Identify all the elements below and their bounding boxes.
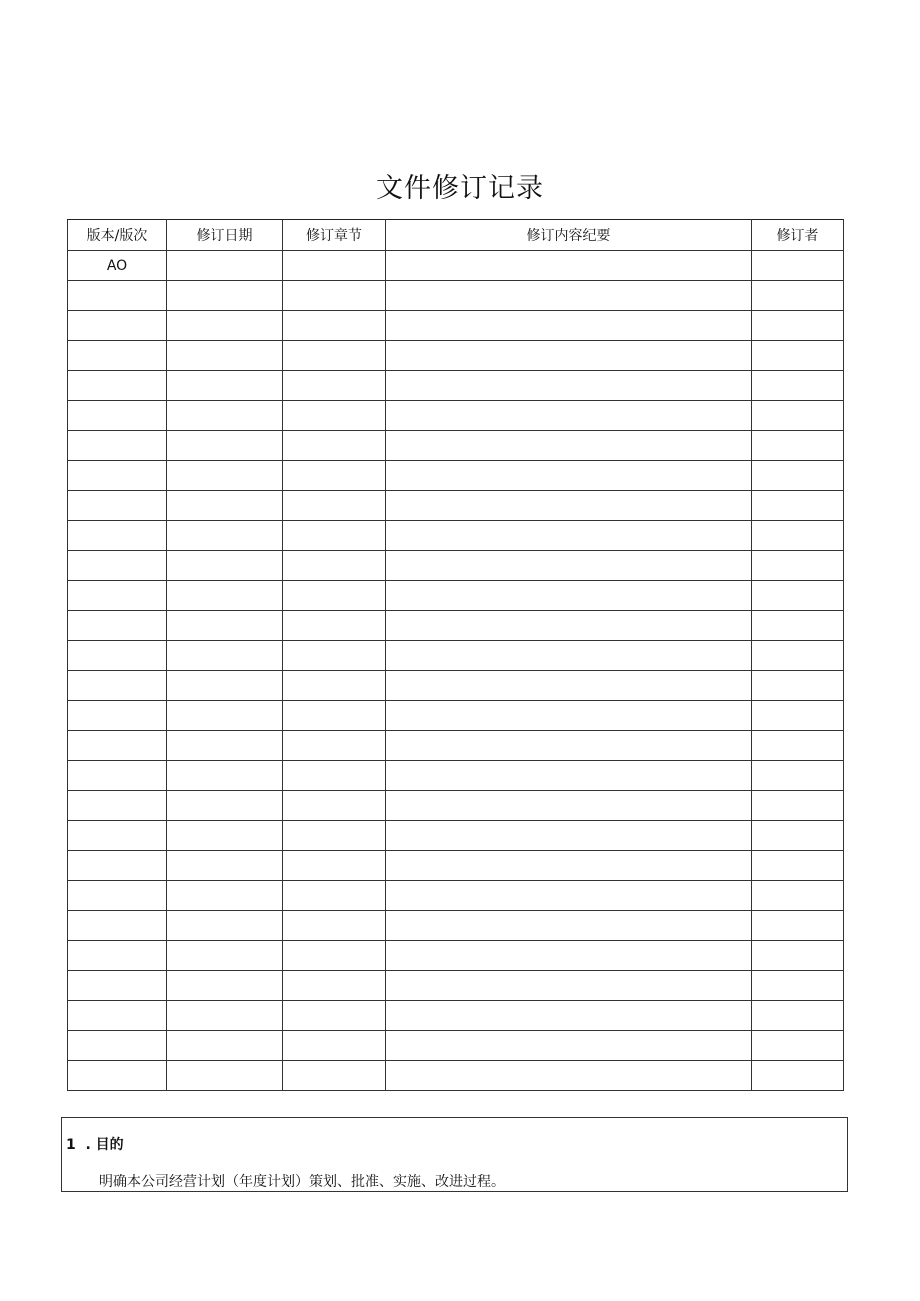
summary-cell [386, 971, 752, 1001]
section-cell [283, 341, 386, 371]
date-cell [167, 611, 283, 641]
section-cell [283, 881, 386, 911]
column-header-section: 修订章节 [283, 220, 386, 251]
summary-cell [386, 491, 752, 521]
reviser-cell [752, 251, 844, 281]
section-cell [283, 431, 386, 461]
date-cell [167, 491, 283, 521]
version-cell [68, 701, 167, 731]
summary-cell [386, 851, 752, 881]
section-cell [283, 1031, 386, 1061]
section-cell [283, 461, 386, 491]
section-cell [283, 641, 386, 671]
version-cell [68, 1001, 167, 1031]
table-row [68, 1031, 844, 1061]
version-cell [68, 791, 167, 821]
date-cell [167, 671, 283, 701]
table-row [68, 1061, 844, 1091]
section-cell [283, 551, 386, 581]
summary-cell [386, 911, 752, 941]
summary-cell [386, 671, 752, 701]
version-cell [68, 281, 167, 311]
version-cell [68, 371, 167, 401]
summary-cell [386, 731, 752, 761]
table-row [68, 401, 844, 431]
summary-cell [386, 581, 752, 611]
table-row [68, 431, 844, 461]
date-cell [167, 281, 283, 311]
revision-table [67, 219, 844, 1091]
version-cell [68, 671, 167, 701]
section-cell [283, 971, 386, 1001]
reviser-cell [752, 881, 844, 911]
table-row [68, 1001, 844, 1031]
reviser-cell [752, 911, 844, 941]
version-cell [68, 911, 167, 941]
table-row [68, 341, 844, 371]
date-cell [167, 401, 283, 431]
date-cell [167, 881, 283, 911]
section-cell [283, 1001, 386, 1031]
table-row [68, 641, 844, 671]
date-cell [167, 371, 283, 401]
table-row [68, 611, 844, 641]
version-cell [68, 491, 167, 521]
page-title: 文件修订记录 [376, 173, 544, 204]
date-cell [167, 461, 283, 491]
reviser-cell [752, 1001, 844, 1031]
summary-cell [386, 341, 752, 371]
reviser-cell [752, 941, 844, 971]
reviser-cell [752, 491, 844, 521]
date-cell [167, 971, 283, 1001]
section-cell [283, 761, 386, 791]
summary-cell [386, 1031, 752, 1061]
version-cell [68, 341, 167, 371]
purpose-section [61, 1117, 848, 1192]
version-cell [68, 731, 167, 761]
date-cell [167, 431, 283, 461]
date-cell [167, 701, 283, 731]
date-cell [167, 1001, 283, 1031]
column-header-version: 版本/版次 [68, 220, 167, 251]
table-row [68, 551, 844, 581]
reviser-cell [752, 521, 844, 551]
reviser-cell [752, 341, 844, 371]
version-cell [68, 821, 167, 851]
section-cell [283, 821, 386, 851]
section-cell [283, 281, 386, 311]
column-header-date: 修订日期 [167, 220, 283, 251]
section-cell [283, 911, 386, 941]
summary-cell [386, 881, 752, 911]
table-row [68, 851, 844, 881]
date-cell [167, 311, 283, 341]
version-cell [68, 881, 167, 911]
table-row [68, 461, 844, 491]
summary-cell [386, 791, 752, 821]
date-cell [167, 341, 283, 371]
version-cell [68, 971, 167, 1001]
table-row [68, 671, 844, 701]
date-cell [167, 851, 283, 881]
table-row [68, 791, 844, 821]
section-heading: 1 . 目的 [66, 1137, 124, 1153]
section-cell [283, 491, 386, 521]
version-cell [68, 431, 167, 461]
section-text: 明确本公司经营计划（年度计划）策划、批准、实施、改进过程。 [99, 1174, 505, 1190]
section-cell [283, 791, 386, 821]
summary-cell [386, 761, 752, 791]
section-cell [283, 581, 386, 611]
reviser-cell [752, 431, 844, 461]
version-cell [68, 641, 167, 671]
version-cell [68, 311, 167, 341]
table-row [68, 491, 844, 521]
date-cell [167, 821, 283, 851]
section-cell [283, 851, 386, 881]
reviser-cell [752, 641, 844, 671]
date-cell [167, 551, 283, 581]
reviser-cell [752, 731, 844, 761]
table-row [68, 761, 844, 791]
table-row [68, 971, 844, 1001]
summary-cell [386, 521, 752, 551]
reviser-cell [752, 701, 844, 731]
reviser-cell [752, 611, 844, 641]
reviser-cell [752, 761, 844, 791]
table-row [68, 251, 844, 281]
reviser-cell [752, 401, 844, 431]
reviser-cell [752, 791, 844, 821]
table-row [68, 581, 844, 611]
date-cell [167, 521, 283, 551]
version-cell [68, 941, 167, 971]
section-cell [283, 611, 386, 641]
table-row [68, 881, 844, 911]
version-cell [68, 851, 167, 881]
summary-cell [386, 821, 752, 851]
summary-cell [386, 641, 752, 671]
reviser-cell [752, 1031, 844, 1061]
section-cell [283, 251, 386, 281]
reviser-cell [752, 311, 844, 341]
section-cell [283, 371, 386, 401]
date-cell [167, 251, 283, 281]
section-cell [283, 731, 386, 761]
column-header-reviser: 修订者 [752, 220, 844, 251]
summary-cell [386, 251, 752, 281]
reviser-cell [752, 281, 844, 311]
summary-cell [386, 371, 752, 401]
version-cell [68, 581, 167, 611]
reviser-cell [752, 851, 844, 881]
table-row [68, 701, 844, 731]
version-cell [68, 461, 167, 491]
version-cell [68, 521, 167, 551]
reviser-cell [752, 461, 844, 491]
date-cell [167, 581, 283, 611]
reviser-cell [752, 671, 844, 701]
table-row [68, 311, 844, 341]
summary-cell [386, 281, 752, 311]
table-row [68, 821, 844, 851]
table-row [68, 941, 844, 971]
table-row [68, 371, 844, 401]
date-cell [167, 911, 283, 941]
summary-cell [386, 431, 752, 461]
version-cell [68, 401, 167, 431]
version-cell: AO [68, 251, 167, 281]
date-cell [167, 941, 283, 971]
section-cell [283, 1061, 386, 1091]
section-cell [283, 311, 386, 341]
summary-cell [386, 551, 752, 581]
summary-cell [386, 701, 752, 731]
section-cell [283, 401, 386, 431]
table-row [68, 281, 844, 311]
version-cell [68, 551, 167, 581]
table-row [68, 731, 844, 761]
summary-cell [386, 461, 752, 491]
table-row [68, 911, 844, 941]
section-cell [283, 941, 386, 971]
reviser-cell [752, 821, 844, 851]
date-cell [167, 791, 283, 821]
summary-cell [386, 611, 752, 641]
reviser-cell [752, 1061, 844, 1091]
section-cell [283, 521, 386, 551]
summary-cell [386, 1001, 752, 1031]
date-cell [167, 1031, 283, 1061]
version-cell [68, 1061, 167, 1091]
table-row [68, 521, 844, 551]
column-header-summary: 修订内容纪要 [386, 220, 752, 251]
reviser-cell [752, 971, 844, 1001]
summary-cell [386, 311, 752, 341]
summary-cell [386, 941, 752, 971]
date-cell [167, 641, 283, 671]
section-cell [283, 701, 386, 731]
table-header-row [68, 220, 844, 251]
date-cell [167, 731, 283, 761]
reviser-cell [752, 551, 844, 581]
date-cell [167, 1061, 283, 1091]
version-cell [68, 1031, 167, 1061]
summary-cell [386, 1061, 752, 1091]
version-cell [68, 761, 167, 791]
reviser-cell [752, 371, 844, 401]
version-cell [68, 611, 167, 641]
reviser-cell [752, 581, 844, 611]
section-cell [283, 671, 386, 701]
summary-cell [386, 401, 752, 431]
date-cell [167, 761, 283, 791]
